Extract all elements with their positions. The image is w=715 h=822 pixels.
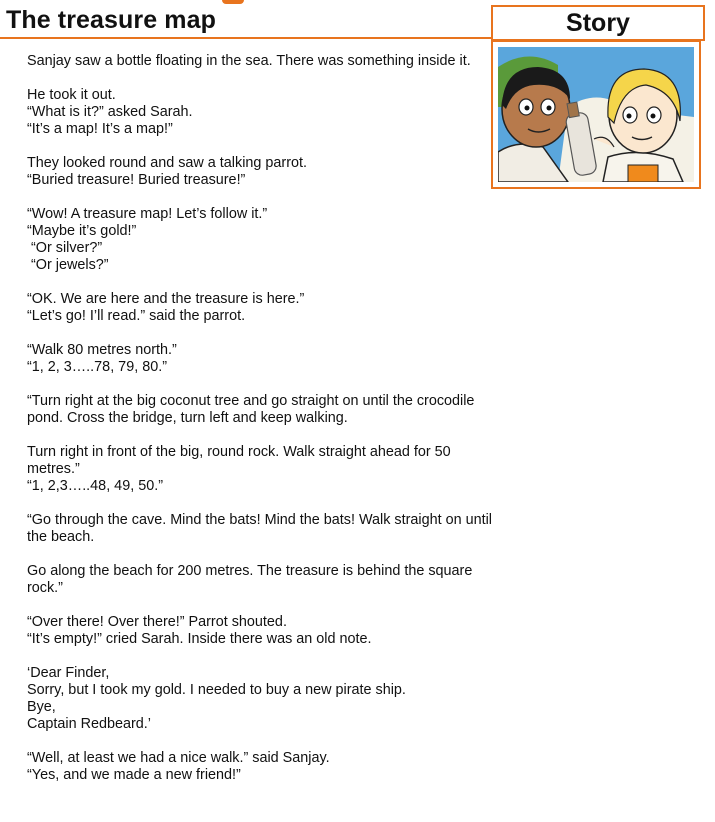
page-title: The treasure map bbox=[6, 6, 217, 34]
story-label: Story bbox=[566, 9, 630, 37]
story-paragraph: Sanjay saw a bottle floating in the sea. There was something inside it. bbox=[27, 53, 471, 69]
story-paragraph: They looked round and saw a talking parrot. “Buried treasure! Buried treasure!” bbox=[27, 155, 307, 188]
story-paragraph: Go along the beach for 200 metres. The treasure is behind the square rock.” bbox=[27, 563, 477, 596]
story-paragraph: “Well, at least we had a nice walk.” said Sanjay. “Yes, and we made a new friend!” bbox=[27, 750, 330, 783]
title-accent-mark bbox=[222, 0, 244, 4]
story-illustration bbox=[491, 40, 701, 189]
story-paragraph: “OK. We are here and the treasure is here.” “Let’s go! I’ll read.” said the parrot. bbox=[27, 291, 305, 324]
story-paragraph: He took it out. “What is it?” asked Sarah. “It’s a map! It’s a map!” bbox=[27, 87, 193, 137]
story-paragraph: “Turn right at the big coconut tree and go straight on until the crocodile pond. Cross the bridge, turn left and keep walking. bbox=[27, 393, 479, 426]
story-paragraph: “Go through the cave. Mind the bats! Mind the bats! Walk straight on until the beach. bbox=[27, 512, 497, 545]
story-paragraph: ‘Dear Finder, Sorry, but I took my gold. I needed to buy a new pirate ship. Bye, Captain Redbeard.’ bbox=[27, 665, 406, 732]
story-paragraph: “Over there! Over there!” Parrot shouted. “It’s empty!” cried Sarah. Inside there was an old note. bbox=[27, 614, 372, 647]
story-text bbox=[27, 53, 497, 801]
story-paragraph: “Wow! A treasure map! Let’s follow it.” “Maybe it’s gold!” “Or silver?” “Or jewels?” bbox=[27, 206, 268, 273]
story-paragraph: “Walk 80 metres north.” “1, 2, 3…..78, 79, 80.” bbox=[27, 342, 177, 375]
illustration-image bbox=[498, 47, 694, 182]
title-underline bbox=[0, 37, 492, 39]
story-label-box bbox=[491, 5, 705, 41]
story-paragraph: Turn right in front of the big, round rock. Walk straight ahead for 50 metres.” “1, 2,3…..48, 49, 50.” bbox=[27, 444, 451, 494]
